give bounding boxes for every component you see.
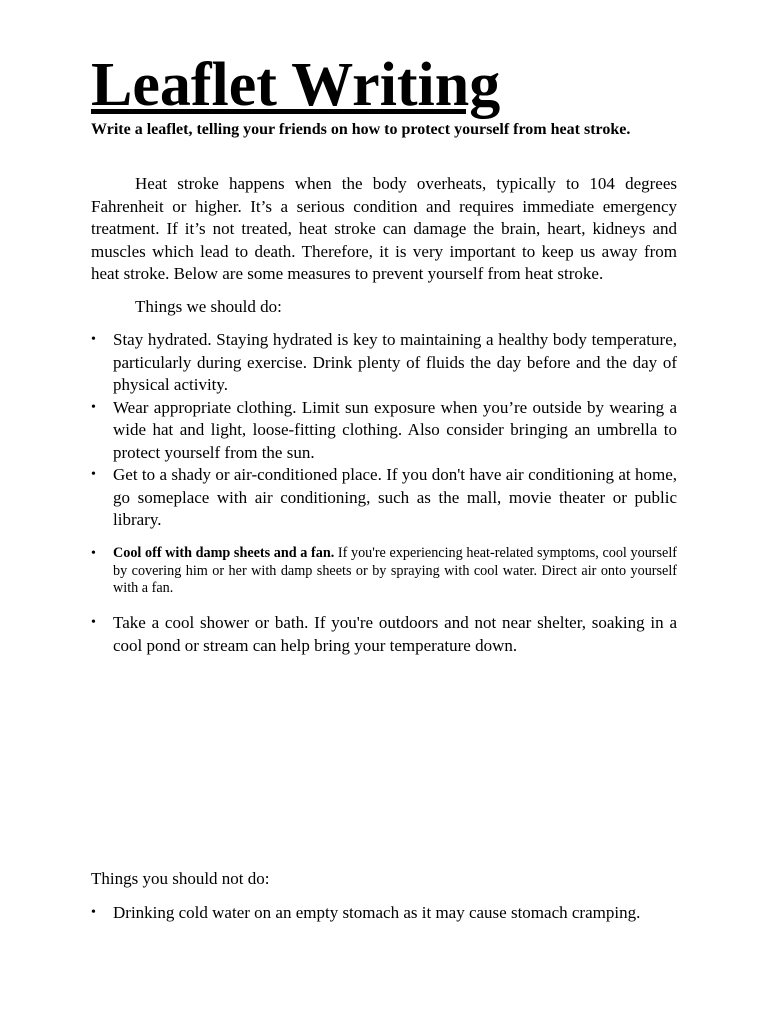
list-item xyxy=(91,397,677,465)
list-item-bold-lead: Cool off with damp sheets and a fan. xyxy=(113,545,335,561)
list-item xyxy=(91,329,677,397)
list-item-text: Take a cool shower or bath. If you're outdoors and not near shelter, soaking in a cool pond or stream can help bring your temperature down. xyxy=(113,613,677,655)
dont-list xyxy=(91,902,677,925)
page-title: Leaflet Writing xyxy=(91,51,501,119)
intro-paragraph: Heat stroke happens when the body overheats, typically to 104 degrees Fahrenheit or higher. It’s a serious condition and requires immediate emergency treatment. If it’s not treated, heat stroke can damage the brain, heart, kidneys and muscles which lead to death. Therefore, it is very important to keep us away from heat stroke. Below are some measures to prevent yourself from heat stroke. xyxy=(91,174,677,283)
bullet-icon: • xyxy=(91,399,96,415)
list-item xyxy=(91,464,677,532)
list-item-text: Get to a shady or air-conditioned place. If you don't have air conditioning at home, go someplace with air conditioning, such as the mall, movie theater or public library. xyxy=(113,465,677,529)
list-item-text: Stay hydrated. Staying hydrated is key to maintaining a healthy body temperature, particularly during exercise. Drink plenty of fluids the day before and the day of physical activity. xyxy=(113,330,677,394)
bullet-icon: • xyxy=(91,546,96,561)
bullet-icon: • xyxy=(91,332,96,347)
list-item-text: Wear appropriate clothing. Limit sun exposure when you’re outside by wearing a wide hat and light, loose-fitting clothing. Also consider bringing an umbrella to protect yourself from the sun. xyxy=(113,397,677,462)
do-list xyxy=(91,329,677,532)
bullet-icon: • xyxy=(91,467,96,482)
list-item xyxy=(91,902,677,925)
do-heading: Things we should do: xyxy=(135,297,282,316)
bullet-icon: • xyxy=(91,905,96,920)
task-instruction: Write a leaflet, telling your friends on how to protect yourself from heat stroke. xyxy=(91,121,631,138)
list-item-text: Drinking cold water on an empty stomach as it may cause stomach cramping. xyxy=(113,903,641,922)
do-list-continued xyxy=(91,612,677,657)
bullet-icon: • xyxy=(91,615,96,630)
list-item-text: If you're experiencing heat-related symptoms, cool yourself by covering him or her with damp sheets or by spraying with cool water. Direct air onto yourself with a fan. xyxy=(113,545,677,596)
list-item xyxy=(91,612,677,657)
dont-heading: Things you should not do: xyxy=(91,869,270,888)
list-item xyxy=(91,545,677,598)
do-list-small xyxy=(91,545,677,598)
